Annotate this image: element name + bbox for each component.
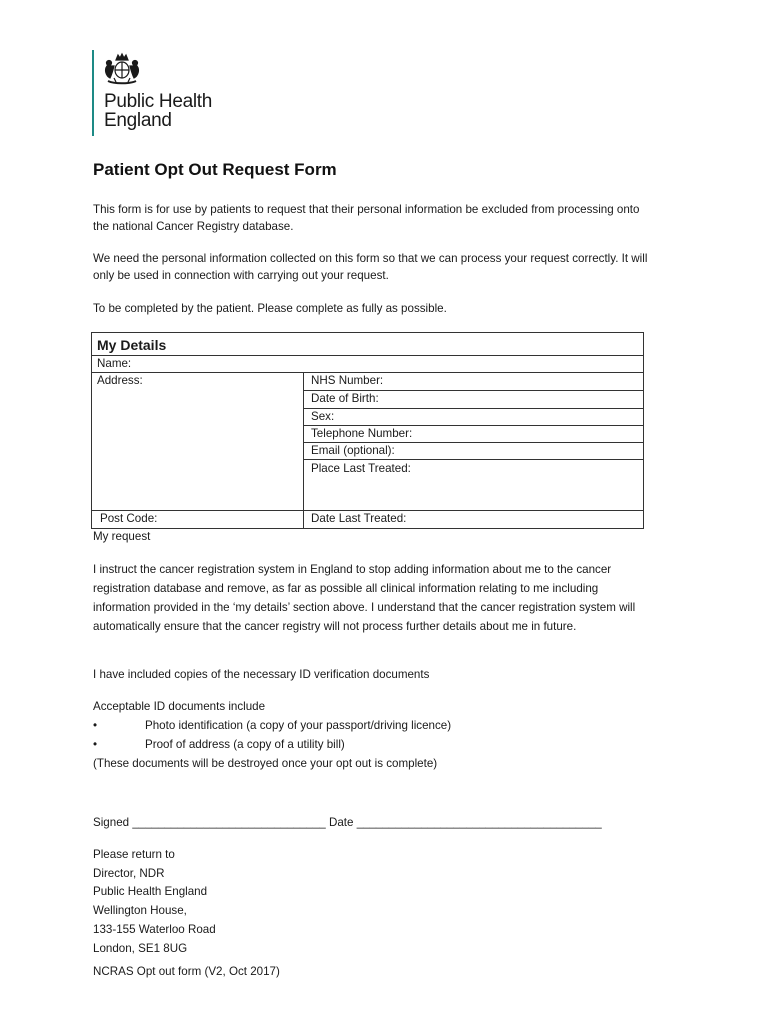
telephone-field[interactable]: Telephone Number: <box>311 427 413 440</box>
list-item <box>93 716 653 735</box>
return-address-line: Please return to <box>93 848 175 861</box>
intro-paragraph-1: This form is for use by patients to request that their personal information be excluded from processing onto the national Cancer Registry database. <box>93 203 640 233</box>
list-item-text: Photo identification (a copy of your passport/driving licence) <box>145 719 452 732</box>
post-code-field[interactable]: Post Code: <box>100 512 158 525</box>
id-documents-list <box>93 697 653 773</box>
return-address <box>93 846 216 958</box>
sex-field[interactable]: Sex: <box>311 410 335 423</box>
bullet-icon: • <box>93 719 98 732</box>
return-address-line: Wellington House, <box>93 904 187 918</box>
return-address-line: 133-155 Waterloo Road <box>93 922 216 936</box>
intro-paragraph-2: We need the personal information collected on this form so that we can process your request correctly. It will only be used in connection with carrying out your request. <box>93 252 648 282</box>
table-divider <box>92 510 643 511</box>
logo-line-2: England <box>104 110 172 131</box>
table-column-divider <box>303 372 304 528</box>
date-of-birth-field[interactable]: Date of Birth: <box>311 392 379 405</box>
intro-paragraph-3: To be completed by the patient. Please complete as fully as possible. <box>93 302 447 315</box>
table-divider <box>303 408 643 409</box>
logo-line-1: Public Health <box>104 91 213 112</box>
table-divider <box>303 390 643 391</box>
email-field[interactable]: Email (optional): <box>311 444 395 457</box>
date-last-treated-field[interactable]: Date Last Treated: <box>311 512 407 525</box>
id-list-intro: Acceptable ID documents include <box>93 700 266 713</box>
request-instruction: I instruct the cancer registration system in England to stop adding information about me to the cancer registration database and remove, as far as possible all clinical information relating to me including information provided in the ‘my details’ section above. I understand that the cancer registration system will automatically ensure that the cancer registry will not process further details about me in future. <box>93 563 636 633</box>
name-field[interactable]: Name: <box>97 357 132 370</box>
nhs-number-field[interactable]: NHS Number: <box>311 374 384 387</box>
my-details-heading: My Details <box>97 337 167 353</box>
table-divider <box>303 425 643 426</box>
list-item <box>93 735 653 754</box>
page-title: Patient Opt Out Request Form <box>93 160 337 179</box>
form-version-footer: NCRAS Opt out form (V2, Oct 2017) <box>93 965 280 978</box>
bullet-icon: • <box>93 738 98 751</box>
my-request-heading: My request <box>93 530 151 543</box>
logo-accent-bar <box>92 50 94 136</box>
logo-wordmark <box>104 92 212 130</box>
table-divider <box>92 372 643 373</box>
id-destroy-note: (These documents will be destroyed once your opt out is complete) <box>93 757 438 770</box>
table-divider <box>303 442 643 443</box>
return-address-line: Public Health England <box>93 885 208 899</box>
list-item-text: Proof of address (a copy of a utility bill) <box>145 738 345 751</box>
table-divider <box>303 459 643 460</box>
royal-crest-icon <box>102 52 142 86</box>
return-address-line: Director, NDR <box>93 866 165 880</box>
table-divider <box>92 355 643 356</box>
address-field[interactable]: Address: <box>97 374 143 387</box>
my-details-table <box>91 332 644 529</box>
return-address-line: London, SE1 8UG <box>93 941 188 955</box>
place-last-treated-field[interactable]: Place Last Treated: <box>311 462 411 475</box>
signature-date-line[interactable]: Signed ______________________________ Date ______________________________________ <box>93 816 602 829</box>
id-included-statement: I have included copies of the necessary ID verification documents <box>93 668 430 681</box>
